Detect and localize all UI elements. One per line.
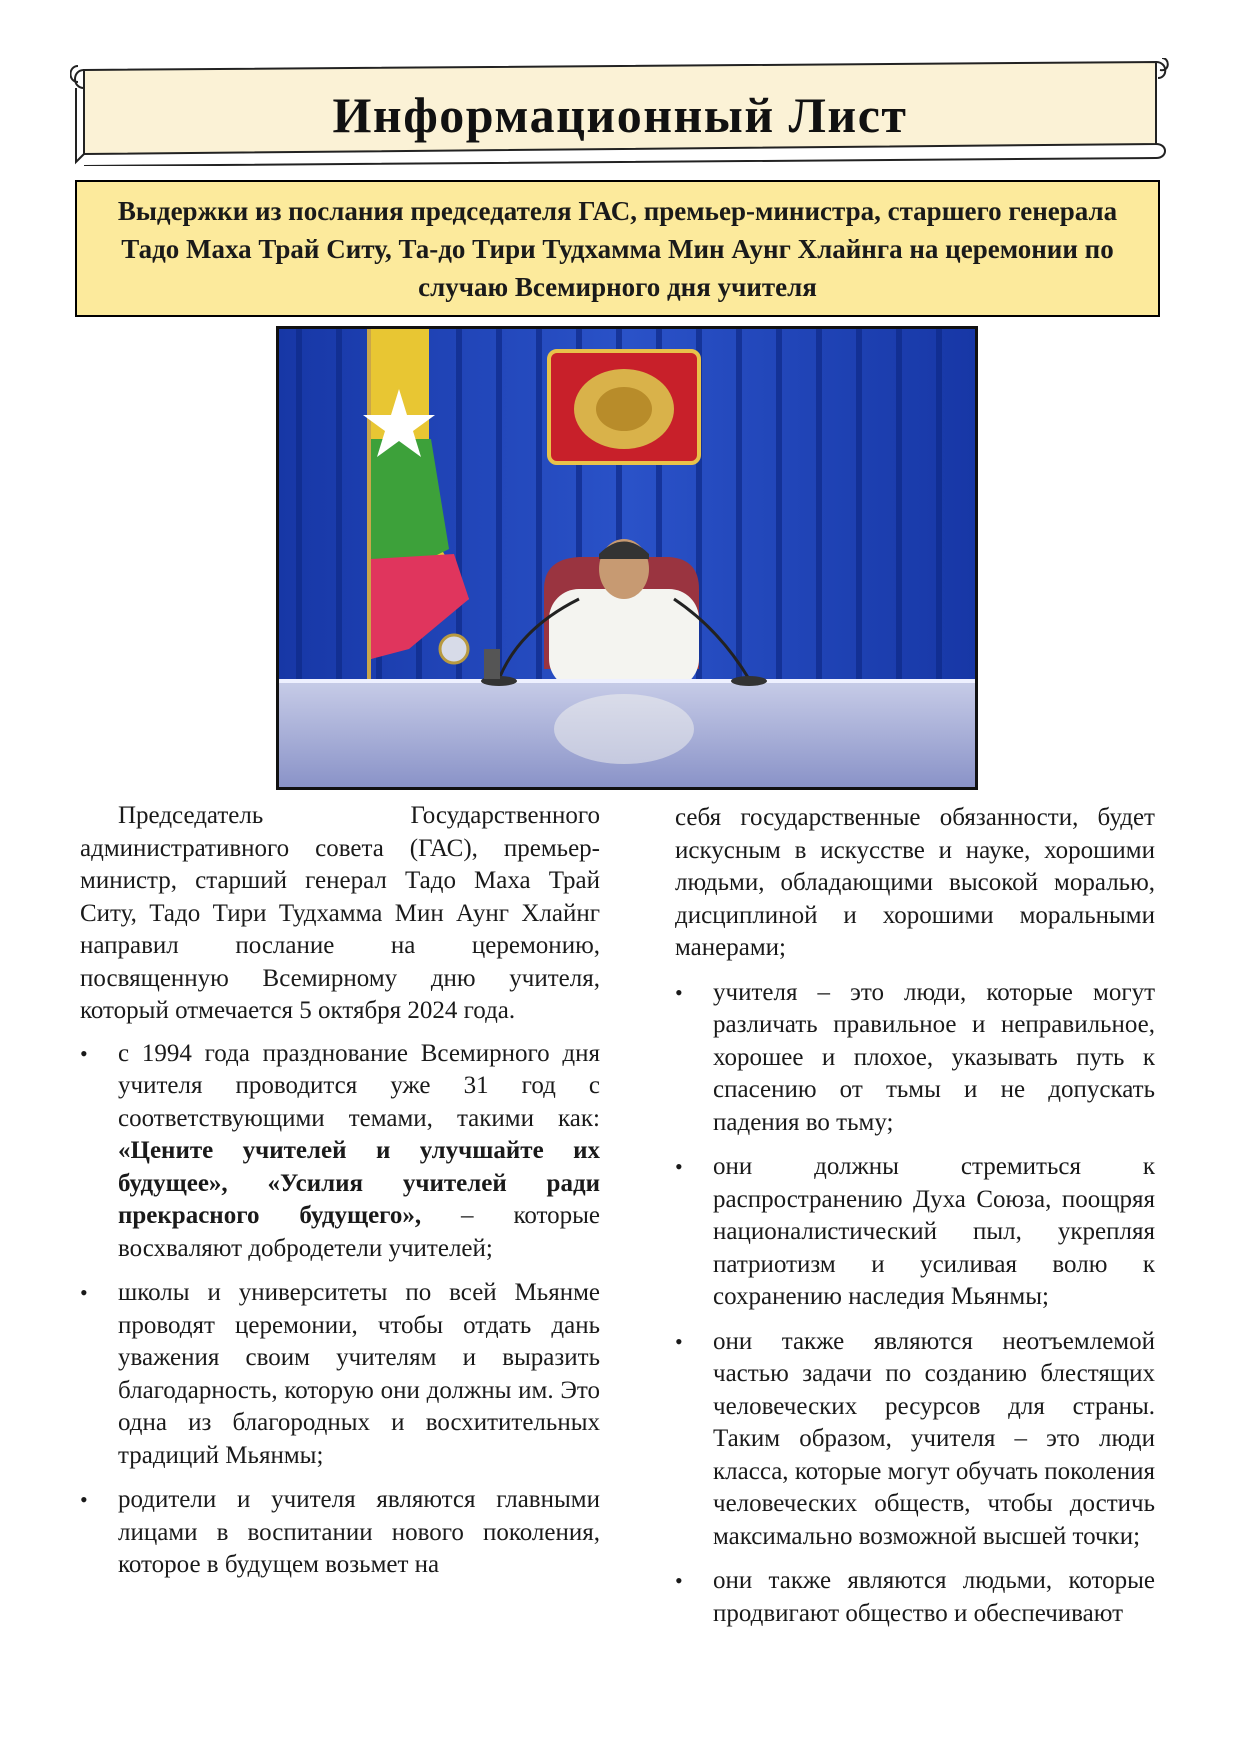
bullet-icon: • bbox=[675, 1568, 683, 1593]
bullet-icon: • bbox=[675, 1154, 683, 1179]
quoted-themes: «Цените учителей и улучшайте их будущее», «Усилия учителей ради прекрасного будущего», bbox=[118, 1137, 600, 1229]
title-banner bbox=[70, 58, 1170, 166]
list-item-continuation: себя государственные обязанности, будет искусным в искусстве и науке, хорошими людьми, обладающими высокой моралью, дисциплиной и хорошими моральными манерами; bbox=[675, 804, 1155, 961]
page-title: Информационный Лист bbox=[332, 87, 908, 143]
list-item: • они также являются людьми, которые продвигают общество и обеспечивают bbox=[675, 1567, 1155, 1627]
left-column bbox=[80, 800, 600, 1594]
list-item: • они должны стремиться к распространению Духа Союза, поощряя националистический пыл, укрепляя патриотизм и усиливая волю к сохранению наследия Мьянмы; bbox=[675, 1153, 1155, 1310]
list-item: • с 1994 года празднование Всемирного дня учителя проводится уже 31 год с соответствующими темами, такими как: «Цените учителей и улучшайте их будущее», «Усилия учителей ради прекрасного будущего», – которые восхваляют добродетели учителей; bbox=[80, 1039, 600, 1262]
subtitle-text: Выдержки из послания председателя ГАС, премьер-министра, старшего генерала Тадо Маха Трай Ситу, Та-до Тири Тудхамма Мин Аунг Хлайнга на церемонии по случаю Всемирного дня учителя bbox=[117, 195, 1118, 302]
list-item: • родители и учителя являются главными лицами в воспитании нового поколения, которое в будущем возьмет на bbox=[80, 1486, 600, 1578]
bullet-list-left bbox=[80, 1038, 600, 1582]
intro-paragraph: Председатель Государственного административного совета (ГАС), премьер-министр, старший генерал Тадо Маха Трай Ситу, Тадо Тири Тудхамма Мин Аунг Хлайнг направил послание на церемонию, посвященную Всемирному дню учителя, который отмечается 5 октября 2024 года. bbox=[80, 802, 600, 1024]
photo-chairman-address bbox=[276, 326, 978, 790]
bullet-icon: • bbox=[80, 1487, 88, 1512]
bullet-icon: • bbox=[675, 1328, 683, 1354]
bullet-list-right bbox=[675, 977, 1155, 1631]
list-item: • учителя – это люди, которые могут различать правильное и неправильное, хорошее и плохое, указывать путь к спасению от тьмы и не допускать падения во тьму; bbox=[675, 978, 1155, 1136]
list-item: • школы и университеты по всей Мьянме проводят церемонии, чтобы отдать дань уважения своим учителям и выразить благодарность, которую они должны им. Это одна из благородных и восхитительных традиций Мьянмы; bbox=[80, 1279, 600, 1469]
bullet-icon: • bbox=[80, 1280, 88, 1305]
subtitle-box bbox=[75, 180, 1160, 317]
bullet-icon: • bbox=[675, 979, 683, 1005]
right-column bbox=[675, 802, 1155, 1642]
bullet-icon: • bbox=[80, 1040, 88, 1066]
list-item: • они также являются неотъемлемой частью задачи по созданию блестящих человеческих ресурсов для страны. Таким образом, учителя – это люди класса, которые могут обучать поколения человеческих обществ, чтобы достичь максимально возможной высшей точки; bbox=[675, 1327, 1155, 1550]
